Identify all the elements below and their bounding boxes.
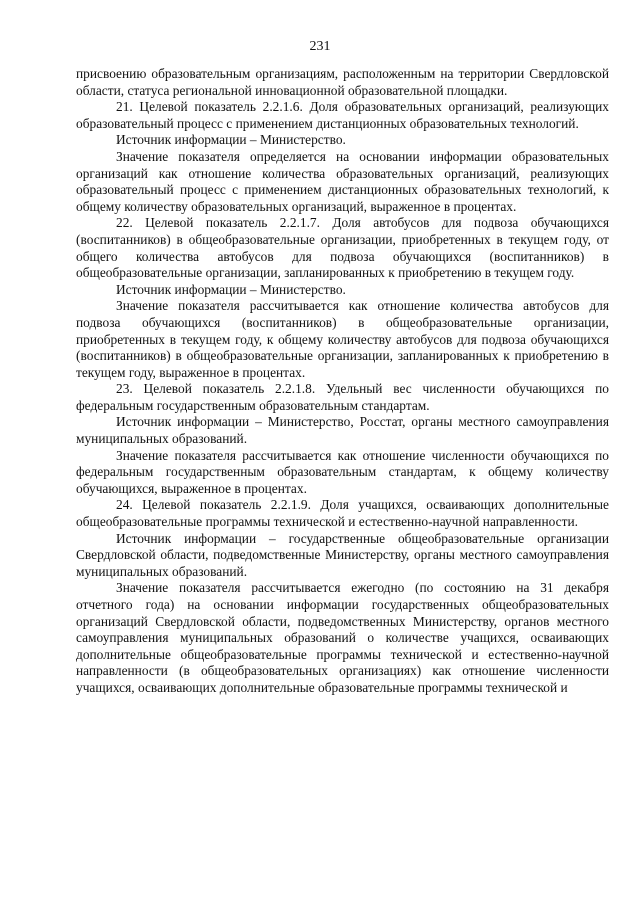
- paragraph: Источник информации – государственные общеобразовательные организации Свердловской области, подведомственные Министерству, органы местного самоуправления муниципальных образований.: [76, 530, 609, 579]
- paragraph: 21. Целевой показатель 2.2.1.6. Доля образовательных организаций, реализующих образовательный процесс с применением дистанционных образовательных технологий.: [76, 99, 609, 131]
- paragraph: Источник информации – Министерство, Росстат, органы местного самоуправления муниципальных образований.: [76, 414, 609, 447]
- paragraph: Значение показателя рассчитывается ежегодно (по состоянию на 31 декабря отчетного года) на основании информации государственных общеобразовательных организаций Свердловской области, подведомственных Министерству, органов местного самоуправления муниципальных образований о количестве учащихся, осваивающих дополнительные общеобразовательные программы технической и естественно-научной направленности (в общеобразовательных организациях) как отношение численности учащихся, осваивающих дополнительные образовательные программы технической и: [76, 580, 609, 695]
- paragraph: 23. Целевой показатель 2.2.1.8. Удельный вес численности обучающихся по федеральным государственным образовательным стандартам.: [76, 381, 609, 413]
- paragraph: Значение показателя рассчитывается как отношение численности обучающихся по федеральным государственным образовательным стандартам, к общему количеству обучающихся, выраженное в процентах.: [76, 447, 609, 496]
- paragraph: 22. Целевой показатель 2.2.1.7. Доля автобусов для подвоза обучающихся (воспитанников) в общеобразовательные организации, приобретенных в текущем году, от общего количества автобусов для подвоза обучающихся (воспитанников) в общеобразовательные организации, запланированных к приобретению в текущем году.: [76, 215, 609, 281]
- paragraph: Значение показателя рассчитывается как отношение количества автобусов для подвоза обучающихся (воспитанников) в общеобразовательные организации, приобретенных в текущем году, к общему количеству автобусов для подвоза обучающихся (воспитанников) в общеобразовательные организации, запланированных к приобретению в текущем году, выраженное в процентах.: [76, 298, 609, 380]
- paragraph: Источник информации – Министерство.: [116, 132, 346, 148]
- page-number: 231: [309, 39, 331, 54]
- body-text: [76, 66, 609, 697]
- paragraph: 24. Целевой показатель 2.2.1.9. Доля учащихся, осваивающих дополнительные общеобразовательные программы технической и естественно-научной направленности.: [76, 497, 609, 530]
- paragraph: присвоению образовательным организациям, расположенным на территории Свердловской области, статуса региональной инновационной образовательной площадки.: [76, 66, 609, 98]
- paragraph: Источник информации – Министерство.: [116, 281, 346, 297]
- paragraph: Значение показателя определяется на основании информации образовательных организаций как отношение количества образовательных организаций, реализующих образовательный процесс с применением дистанционных образовательных технологий, к общему количеству образовательных организаций, выраженное в процентах.: [76, 148, 609, 214]
